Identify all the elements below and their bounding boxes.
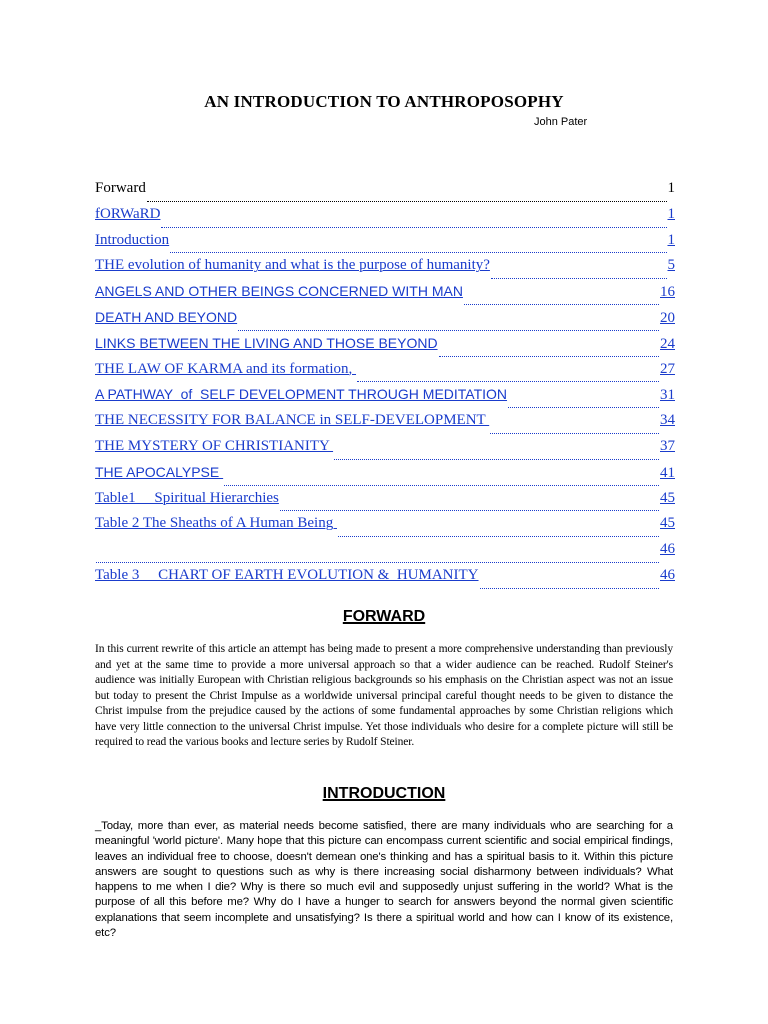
toc-entry-label: Table 2 The Sheaths of A Human Being (95, 515, 337, 532)
toc-entry-page: 1 (667, 205, 675, 222)
toc-link-table2[interactable] (95, 515, 675, 541)
toc-entry-page: 45 (660, 489, 675, 506)
toc-entry-label: THE MYSTERY OF CHRISTIANITY (95, 437, 334, 454)
toc-link-apocalypse[interactable] (95, 464, 675, 490)
toc-entry-label: fORWaRD (95, 205, 161, 222)
toc-leader-dots (147, 201, 667, 202)
toc-leader-dots (96, 562, 659, 563)
toc-link-introduction[interactable] (95, 232, 675, 258)
toc-entry-page: 41 (660, 464, 675, 481)
toc-leader-dots (491, 278, 667, 279)
toc-link-links[interactable] (95, 335, 675, 361)
toc-link-untitled[interactable] (95, 541, 675, 567)
forward-paragraph: In this current rewrite of this article an attempt has being made to present a more comprehensive understanding than previously and yet at the same time to provide a more universal approach so that a wider audience can be reached. Rudolf Steiner's audience was initially European with Christian religious backgrounds so his emphasis on the Christian aspect was not an issue but today to present the Christ Impulse as a worldwide universal principal careful thought needs to be given to distance the Christ impulse from the prejudice caused by the actions of some fundamental approaches by some Christian religions which have very little connection to the universal Christ impulse. Yet those individuals who desire for a complete picture will still be required to read the various books and lecture series by Rudolf Steiner. (95, 643, 673, 748)
toc-leader-dots (338, 536, 659, 537)
toc-entry-page: 27 (660, 360, 675, 377)
toc-entry-page: 46 (660, 566, 675, 583)
document-title: AN INTRODUCTION TO ANTHROPOSOPHY (204, 92, 564, 111)
toc-link-pathway[interactable] (95, 386, 675, 412)
forward-heading: FORWARD (342, 608, 426, 625)
toc-link-evolution[interactable] (95, 257, 675, 283)
toc-entry-label: A PATHWAY of SELF DEVELOPMENT THROUGH MEDITATION (95, 386, 508, 403)
toc-leader-dots (161, 227, 666, 228)
toc-entry-page: 16 (660, 284, 675, 301)
toc-entry-label: Forward (95, 180, 146, 196)
toc-link-balance[interactable] (95, 412, 675, 438)
introduction-heading: INTRODUCTION (322, 785, 446, 802)
toc-entry-page: 34 (660, 412, 675, 429)
toc-entry-page: 31 (660, 387, 675, 404)
toc-entry-page: 1 (667, 180, 675, 196)
toc-leader-dots (464, 304, 659, 305)
toc-entry-label: LINKS BETWEEN THE LIVING AND THOSE BEYOND (95, 334, 438, 351)
toc-link-forward[interactable] (95, 206, 675, 232)
toc-leader-dots (439, 356, 659, 357)
table-of-contents (95, 180, 675, 593)
toc-entry-label: DEATH AND BEYOND (95, 308, 238, 325)
toc-entry-forward (95, 180, 675, 206)
toc-leader-dots (357, 381, 659, 382)
toc-entry-label: ANGELS AND OTHER BEINGS CONCERNED WITH MAN (95, 283, 463, 300)
toc-entry-page: 46 (660, 541, 675, 558)
toc-link-karma[interactable] (95, 361, 675, 387)
toc-link-angels[interactable] (95, 283, 675, 309)
toc-link-table1[interactable] (95, 490, 675, 516)
toc-entry-page: 5 (667, 257, 675, 274)
toc-leader-dots (334, 459, 659, 460)
toc-entry-page: 1 (667, 231, 675, 248)
toc-link-table3[interactable] (95, 567, 675, 593)
toc-entry-label: THE NECESSITY FOR BALANCE in SELF-DEVELOPMENT (95, 412, 490, 429)
toc-leader-dots (490, 433, 659, 434)
toc-link-death[interactable] (95, 309, 675, 335)
toc-entry-label: THE APOCALYPSE (95, 463, 224, 480)
toc-leader-dots (170, 252, 666, 253)
toc-entry-page: 24 (660, 335, 675, 352)
introduction-paragraph: _Today, more than ever, as material needs become satisfied, there are many individuals who are searching for a meaningful 'world picture'. Many hope that this picture can encompass current scientific and social empirical findings, leaves an individual free to choose, doesn't demean one's thinking and has a spiritual basis to it. Within this picture answers are sought to questions such as why is there increasing social disharmony between individuals? What happens to me when I die? Why is there so much evil and supposedly unjust suffering in the world? What is the purpose of all this before me? Why do I have a hunger to search for answers beyond the normal given scientific explanations that seem incomplete and unsatisfying? Is there a spiritual world and how can I know of its existence, etc? (95, 820, 673, 940)
toc-entry-page: 20 (660, 309, 675, 326)
toc-entry-label: Table 3 CHART OF EARTH EVOLUTION & HUMANITY (95, 566, 479, 583)
toc-leader-dots (224, 485, 659, 486)
toc-leader-dots (238, 330, 659, 331)
toc-entry-page: 45 (660, 515, 675, 532)
document-author: John Pater (534, 116, 588, 128)
toc-entry-label: Table1 Spiritual Hierarchies (95, 489, 279, 506)
toc-leader-dots (480, 588, 659, 589)
toc-entry-label: Introduction (95, 231, 170, 248)
toc-entry-page: 37 (660, 437, 675, 454)
toc-leader-dots (508, 407, 659, 408)
toc-link-christianity[interactable] (95, 438, 675, 464)
toc-entry-label: THE LAW OF KARMA and its formation, (95, 360, 357, 377)
toc-leader-dots (280, 510, 659, 511)
toc-entry-label: THE evolution of humanity and what is the purpose of humanity? (95, 257, 490, 274)
